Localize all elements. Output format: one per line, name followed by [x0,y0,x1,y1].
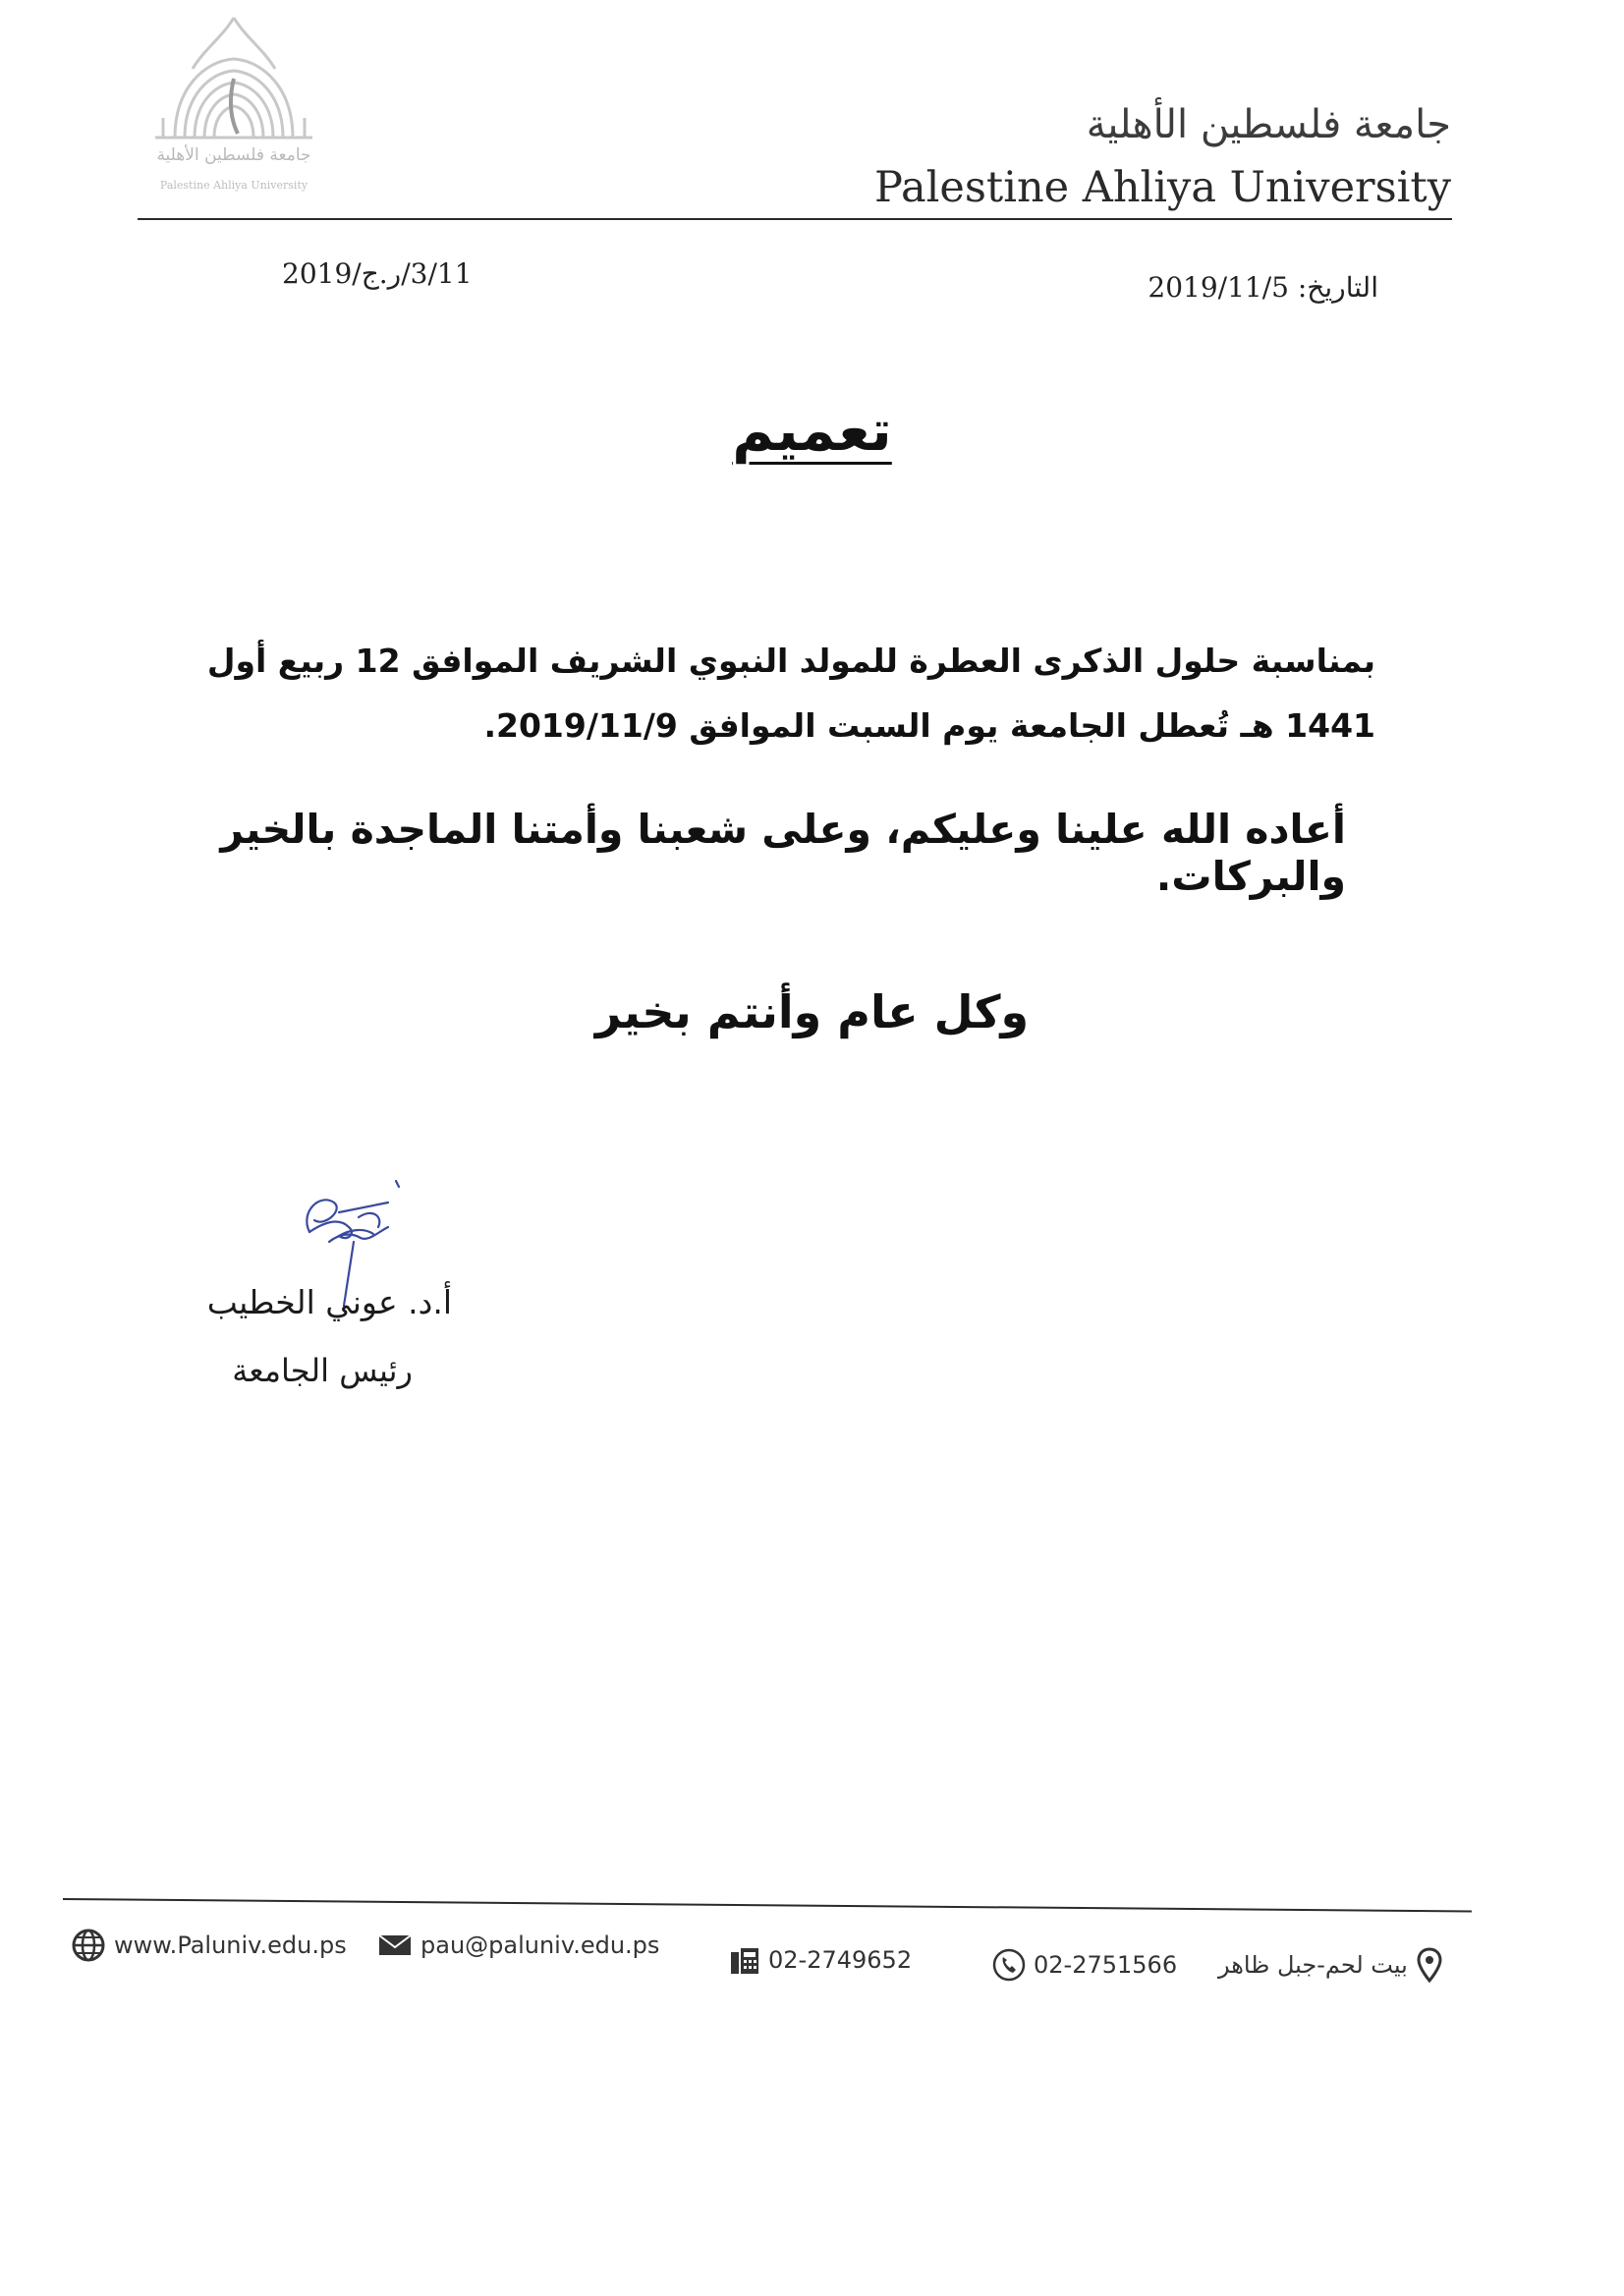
date-label: التاريخ: [1297,271,1378,304]
website-text: www.Paluniv.edu.ps [114,1932,347,1959]
footer-email [369,1926,659,1965]
document-date [1148,271,1378,304]
university-name-english: Palestine Ahliya University [874,163,1451,212]
logo-caption-arabic: جامعة فلسطين الأهلية [156,145,311,165]
phone-text: 02-2751566 [1034,1951,1178,1979]
location-pin-icon [1416,1947,1443,1983]
phone-icon [992,1948,1026,1982]
signer-name: أ.د. عوني الخطيب [206,1283,452,1321]
signer-position: رئيس الجامعة [232,1352,413,1389]
footer-phone [984,1945,1177,1985]
logo-caption-english: Palestine Ahliya University [159,179,308,192]
fax-icon [729,1944,760,1976]
footer-divider [63,1898,1472,1913]
fax-text: 02-2749652 [768,1946,913,1974]
footer-address [1218,1945,1451,1985]
address-text: بيت لحم-جبل ظاهر [1218,1951,1408,1979]
announcement-paragraph: بمناسبة حلول الذكرى العطرة للمولد النبوي الشريف الموافق 12 ربيع أول 1441 هـ تُعطل الجامعة يوم السبت الموافق 2019/11/9. [206,642,1375,745]
email-text: pau@paluniv.edu.ps [420,1932,660,1959]
globe-icon [71,1928,106,1963]
blessing-line: أعاده الله علينا وعليكم، وعلى شعبنا وأمتنا الماجدة بالخير والبركات. [220,806,1346,900]
document-title [0,397,1624,464]
greeting-line: وكل عام وأنتم بخير [594,985,1030,1038]
university-name-arabic: جامعة فلسطين الأهلية [1086,102,1451,147]
university-logo [136,10,332,196]
document-title-text: تعميم [732,397,892,464]
date-value: 2019/11/5 [1148,271,1289,304]
header-divider [138,218,1452,220]
footer-website [63,1926,347,1965]
reference-number: 3/11/ر.ج/2019 [282,257,473,290]
envelope-icon [377,1933,413,1957]
footer-fax [721,1940,912,1980]
